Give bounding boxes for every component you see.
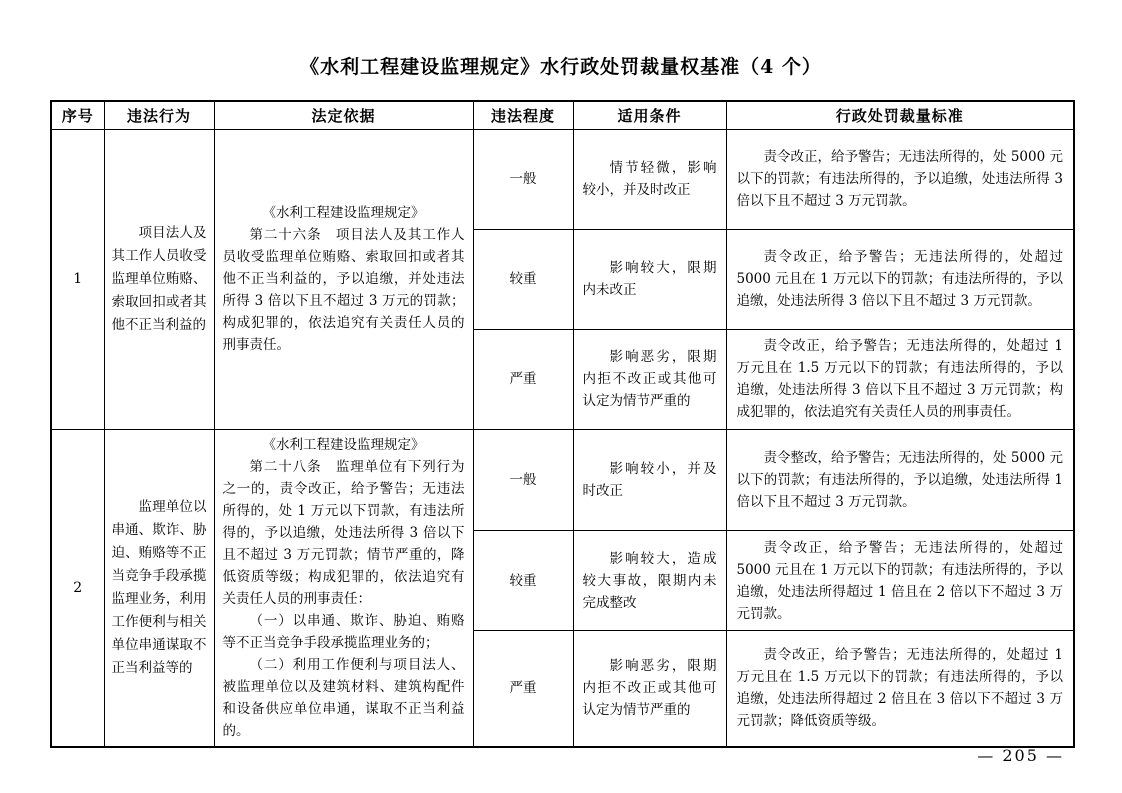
law-paragraph: （二）利用工作便利与项目法人、被监理单位以及建筑材料、建筑构配件和设备供应单位串通，谋取不正当利益的。	[222, 656, 465, 739]
legal-basis	[214, 429, 473, 747]
applicable-condition	[573, 129, 726, 229]
violation-degree: 较重	[473, 229, 573, 329]
applicable-condition-text: 影响较小，并及时改正	[582, 460, 717, 499]
violation-degree: 严重	[473, 631, 573, 747]
column-header-behavior: 违法行为	[104, 101, 214, 129]
applicable-condition	[573, 229, 726, 329]
penalty-standard	[726, 531, 1074, 631]
page-title: 《水利工程建设监理规定》水行政处罚裁量权基准（4 个）	[300, 56, 822, 78]
column-header-legal-basis: 法定依据	[214, 101, 473, 129]
table-header-row	[51, 101, 1074, 129]
penalty-standard-text: 责令整改，给予警告；无违法所得的，处 5000 元以下的罚款；有违法所得的，予以追缴，处违法所得 1 倍以下且不超过 3 万元罚款。	[736, 449, 1063, 510]
violation-behavior-text: 项目法人及其工作人员收受监理单位贿赂、索取回扣或者其他不正当利益的	[111, 224, 207, 333]
violation-behavior-text: 监理单位以串通、欺诈、胁迫、贿赂等不正当竞争手段承揽监理业务，利用工作便利与相关单位串通谋取不正当利益等的	[111, 498, 207, 676]
column-header-condition: 适用条件	[573, 101, 726, 129]
penalty-standard	[726, 429, 1074, 531]
column-header-index: 序号	[51, 101, 104, 129]
penalty-standard-text: 责令改正，给予警告；无违法所得的，处超过 1 万元且在 1.5 万元以下的罚款；有违法所得的，予以追缴，处违法所得超过 2 倍且在 3 倍以下不超过 3 万元罚款；降低资质等级。	[736, 647, 1063, 730]
penalty-standard	[726, 329, 1074, 429]
applicable-condition-text: 情节轻微，影响较小，并及时改正	[582, 160, 717, 198]
applicable-condition	[573, 631, 726, 747]
legal-basis	[214, 129, 473, 429]
table-row	[51, 129, 1074, 229]
penalty-standard-text: 责令改正，给予警告；无违法所得的，处超过 5000 元且在 1 万元以下的罚款；有违法所得的，予以追缴，处违法所得 3 倍以下且不超过 3 万元罚款。	[736, 249, 1063, 309]
table-row	[51, 429, 1074, 531]
law-paragraph: （一）以串通、欺诈、胁迫、贿赂等不正当竞争手段承揽监理业务的；	[222, 612, 465, 651]
column-header-degree: 违法程度	[473, 101, 573, 129]
applicable-condition-text: 影响恶劣，限期内拒不改正或其他可认定为情节严重的	[582, 349, 717, 409]
applicable-condition	[573, 531, 726, 631]
penalty-standard-text: 责令改正，给予警告；无违法所得的，处超过 5000 元且在 1 万元以下的罚款；有违法所得的，予以追缴，处违法所得超过 1 倍且在 2 倍以下不超过 3 万元罚款。	[736, 539, 1063, 622]
applicable-condition	[573, 329, 726, 429]
applicable-condition	[573, 429, 726, 531]
violation-degree: 一般	[473, 429, 573, 531]
column-header-standard: 行政处罚裁量标准	[726, 101, 1074, 129]
law-title: 《水利工程建设监理规定》	[262, 436, 425, 453]
violation-degree: 严重	[473, 329, 573, 429]
law-paragraph: 第二十六条 项目法人及其工作人员收受监理单位贿赂、索取回扣或者其他不正当利益的，予以追缴，并处违法所得 3 倍以下且不超过 3 万元的罚款；构成犯罪的，依法追究有关责任人员的刑事责任。	[222, 227, 465, 353]
penalty-standard-text: 责令改正，给予警告；无违法所得的，处 5000 元以下的罚款；有违法所得的，予以追缴，处违法所得 3 倍以下且不超过 3 万元罚款。	[736, 149, 1063, 209]
row-index: 2	[51, 429, 104, 747]
law-paragraph: 第二十八条 监理单位有下列行为之一的，责令改正，给予警告；无违法所得的，处 1 万元以下罚款，有违法所得的，予以追缴，处违法所得 3 倍以下且不超过 3 万元罚款；情节严重的，降低资质等级；构成犯罪的，依法追究有关责任人员的刑事责任：	[222, 458, 465, 607]
applicable-condition-text: 影响较大，限期内未改正	[582, 260, 717, 298]
violation-degree: 一般	[473, 129, 573, 229]
violation-behavior	[104, 129, 214, 429]
applicable-condition-text: 影响恶劣，限期内拒不改正或其他可认定为情节严重的	[582, 658, 717, 719]
penalty-standard-text: 责令改正，给予警告；无违法所得的，处超过 1 万元且在 1.5 万元以下的罚款；有违法所得的，予以追缴，处违法所得 3 倍以下且不超过 3 万元罚款；构成犯罪的，依法追究有关责任人员的刑事责任。	[736, 338, 1063, 420]
violation-degree: 较重	[473, 531, 573, 631]
law-title: 《水利工程建设监理规定》	[262, 205, 425, 221]
penalty-standards-table	[50, 100, 1075, 748]
penalty-standard	[726, 229, 1074, 329]
row-index: 1	[51, 129, 104, 429]
page-number: — 205 —	[977, 746, 1064, 765]
penalty-standard	[726, 631, 1074, 747]
violation-behavior	[104, 429, 214, 747]
applicable-condition-text: 影响较大，造成较大事故，限期内未完成整改	[582, 550, 717, 611]
penalty-standard	[726, 129, 1074, 229]
